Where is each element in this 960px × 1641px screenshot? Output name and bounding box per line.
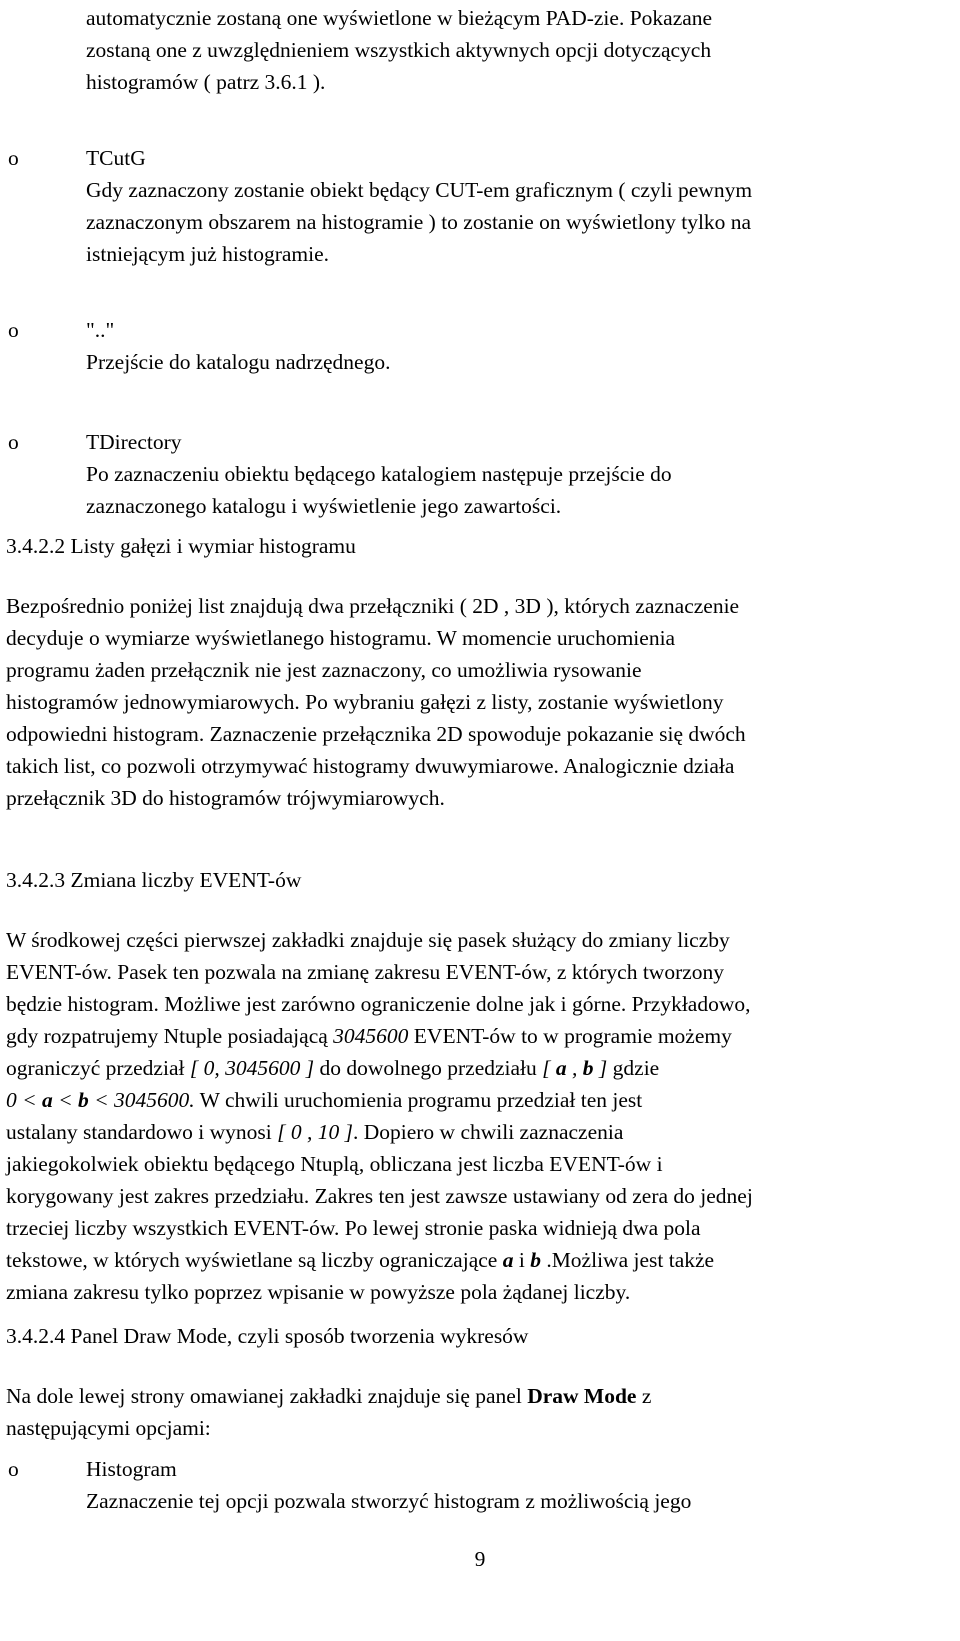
text-line: programu żaden przełącznik nie jest zaznaczony, co umożliwia rysowanie: [6, 658, 642, 682]
text-line: zostaną one z uwzględnieniem wszystkich aktywnych opcji dotyczących: [86, 38, 712, 62]
text-line: histogramów ( patrz 3.6.1 ).: [86, 70, 326, 94]
text-line: W środkowej części pierwszej zakładki znajduje się pasek służący do zmiany liczby: [6, 928, 730, 952]
text-line: Zaznaczenie tej opcji pozwala stworzyć histogram z możliwością jego: [86, 1489, 692, 1513]
text-line: jakiegokolwiek obiektu będącego Ntuplą, obliczana jest liczba EVENT-ów i: [6, 1152, 663, 1176]
text-line: Na dole lewej strony omawianej zakładki znajduje się panel Draw Mode z: [6, 1384, 652, 1408]
text-line: korygowany jest zakres przedziału. Zakres ten jest zawsze ustawiany od zera do jednej: [6, 1184, 753, 1208]
section-heading: 3.4.2.4 Panel Draw Mode, czyli sposób tworzenia wykresów: [6, 1324, 529, 1348]
text-line: trzeciej liczby wszystkich EVENT-ów. Po lewej stronie paska widnieją dwa pola: [6, 1216, 701, 1240]
section-paragraph: [6, 590, 746, 814]
text-line: Gdy zaznaczony zostanie obiekt będący CUT-em graficznym ( czyli pewnym: [86, 178, 753, 202]
text-line: zmiana zakresu tylko poprzez wpisanie w powyższe pola żądanej liczby.: [6, 1280, 631, 1304]
page-number: 9: [474, 1547, 486, 1571]
text-line: automatycznie zostaną one wyświetlone w bieżącym PAD-zie. Pokazane: [86, 6, 713, 30]
text-line: odpowiedni histogram. Zaznaczenie przełącznika 2D spowoduje pokazanie się dwóch: [6, 722, 746, 746]
text-line: będzie histogram. Możliwe jest zarówno ograniczenie dolne jak i górne. Przykładowo,: [6, 992, 751, 1016]
list-bullet: o: [8, 146, 19, 170]
text-line: zaznaczonym obszarem na histogramie ) to zostanie on wyświetlony tylko na: [86, 210, 752, 234]
intro-paragraph: [86, 2, 712, 98]
list-bullet: o: [8, 1457, 19, 1481]
text-line: EVENT-ów. Pasek ten pozwala na zmianę zakresu EVENT-ów, z których tworzony: [6, 960, 725, 984]
list-item-title: TCutG: [86, 146, 146, 170]
list-item-title: TDirectory: [86, 430, 182, 454]
range-initial: [ 0, 3045600 ]: [189, 1056, 315, 1080]
text-line: ustalany standardowo i wynosi [ 0 , 10 ]. Dopiero w chwili zaznaczenia: [6, 1120, 624, 1144]
text-line: decyduje o wymiarze wyświetlanego histogramu. W momencie uruchomienia: [6, 626, 676, 650]
text-line: następującymi opcjami:: [6, 1416, 211, 1440]
text-line: Bezpośrednio poniżej list znajdują dwa przełączniki ( 2D , 3D ), których zaznaczenie: [6, 594, 740, 618]
list-item-title: Histogram: [86, 1457, 177, 1481]
text-line: tekstowe, w których wyświetlane są liczby ograniczające a i b .Możliwa jest także: [6, 1248, 715, 1272]
list-bullet: o: [8, 430, 19, 454]
text-line: istniejącym już histogramie.: [86, 242, 330, 266]
range-default: [ 0 , 10 ]: [277, 1120, 353, 1144]
section-paragraph: [6, 1380, 651, 1444]
text-line: takich list, co pozwoli otrzymywać histogramy dwuwymiarowe. Analogicznie działa: [6, 754, 735, 778]
text-line: 0 < a < b < 3045600. W chwili uruchomienia programu przedział ten jest: [6, 1088, 643, 1112]
section-paragraph: [6, 924, 753, 1308]
event-count: 3045600: [333, 1024, 409, 1048]
text-line: Przejście do katalogu nadrzędnego.: [86, 350, 391, 374]
draw-mode-label: Draw Mode: [527, 1384, 637, 1408]
text-line: przełącznik 3D do histogramów trójwymiarowych.: [6, 786, 445, 810]
text-line: gdy rozpatrujemy Ntuple posiadającą 3045600 EVENT-ów to w programie możemy: [6, 1024, 732, 1048]
text-line: zaznaczonego katalogu i wyświetlenie jego zawartości.: [86, 494, 562, 518]
text-line: histogramów jednowymiarowych. Po wybraniu gałęzi z listy, zostanie wyświetlony: [6, 690, 724, 714]
text-line: Po zaznaczeniu obiektu będącego katalogiem następuje przejście do: [86, 462, 672, 486]
text-line: ograniczyć przedział [ 0, 3045600 ] do dowolnego przedziału [ a , b ] gdzie: [6, 1056, 660, 1080]
section-heading: 3.4.2.3 Zmiana liczby EVENT-ów: [6, 868, 302, 892]
list-item-title: "..": [86, 318, 115, 342]
section-heading: 3.4.2.2 Listy gałęzi i wymiar histogramu: [6, 534, 356, 558]
list-bullet: o: [8, 318, 19, 342]
